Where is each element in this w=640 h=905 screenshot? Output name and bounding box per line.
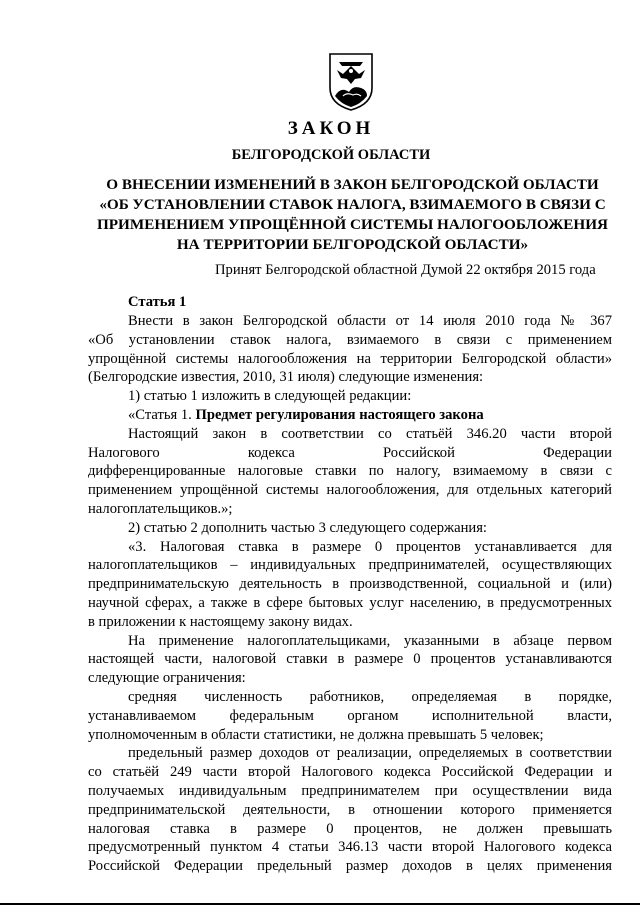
article-title: Статья 1 [128, 294, 187, 310]
adoption-note: Принят Белгородской областной Думой 22 октября 2015 года [215, 262, 596, 278]
text-line: Настоящий закон в соответствии со статьёй 346.20 части второй [128, 425, 612, 442]
text-line: Внести в закон Белгородской области от 14 июля 2010 года № 367 [128, 313, 612, 329]
text-line: «Об установлении ставок налога, взимаемого в связи с применением [88, 331, 612, 348]
text-line: средняя численность работников, определяемая в порядке, [128, 688, 612, 705]
quoted-article-label: «Статья 1. [128, 406, 196, 423]
text-line: налогоплательщиков – индивидуальных предпринимателей, осуществляющих [88, 557, 612, 574]
heading-line: ПРИМЕНЕНИЕМ УПРОЩЁННОЙ СИСТЕМЫ НАЛОГООБЛОЖЕНИЯ [96, 216, 609, 233]
text-line: «3. Налоговая ставка в размере 0 процентов устанавливается для [128, 538, 612, 555]
text-line: научной сферах, а также в сфере бытовых услуг населению, в предусмотренных [88, 594, 612, 611]
text-line: дифференцированные налоговые ставки по налогу, взимаемому в связи с [88, 463, 612, 480]
text-line: Российской Федерации предельный размер доходов в целях применения [88, 858, 612, 875]
text-line: устанавливаемом федеральным органом исполнительной власти, [88, 707, 612, 724]
article-body [88, 312, 612, 876]
text-line: (Белгородские известия, 2010, 31 июля) следующие изменения: [88, 369, 484, 386]
text-line: следующие ограничения: [88, 670, 246, 687]
heading-line: «ОБ УСТАНОВЛЕНИИ СТАВОК НАЛОГА, ВЗИМАЕМОГО В СВЯЗИ С [99, 196, 606, 213]
text-line: налоговая ставка в размере 0 процентов, не должен превышать [88, 820, 612, 837]
heading-line: О ВНЕСЕНИИ ИЗМЕНЕНИЙ В ЗАКОН БЕЛГОРОДСКОЙ ОБЛАСТИ [106, 176, 599, 193]
text-line: 1) статью 1 изложить в следующей редакции: [128, 388, 412, 405]
text-line: 2) статью 2 дополнить частью 3 следующего содержания: [128, 519, 487, 536]
text-line: предпринимательскую деятельность в производственной, социальной и (или) [88, 576, 612, 593]
heading-line: НА ТЕРРИТОРИИ БЕЛГОРОДСКОЙ ОБЛАСТИ» [176, 236, 529, 253]
coat-of-arms-icon [327, 52, 375, 112]
text-line: На применение налогоплательщиками, указанными в абзаце первом [128, 632, 612, 649]
text-line: уполномоченным в области статистики, не должна превышать 5 человек; [88, 726, 544, 743]
text-line: упрощённой системы налогообложения на территории Белгородской области» [88, 350, 612, 367]
quoted-article-heading: Предмет регулирования настоящего закона [195, 406, 484, 423]
text-line: настоящей части, налоговой ставки в размере 0 процентов устанавливаются [88, 651, 612, 668]
text-line: предельный размер доходов от реализации, определяемых в соответствии [128, 745, 612, 762]
text-line: со статьёй 249 части второй Налогового кодекса Российской Федерации и [88, 764, 612, 781]
text-line: применением упрощённой системы налогообложения, для отдельных категорий [88, 482, 612, 499]
text-line [88, 406, 612, 425]
law-heading [95, 175, 610, 255]
text-line: получаемых индивидуальным предпринимателем при осуществлении вида [88, 782, 612, 799]
region-title: БЕЛГОРОДСКОЙ ОБЛАСТИ [231, 147, 431, 163]
law-title: ЗАКОН [287, 118, 375, 139]
text-line: в приложении к настоящему закону видах. [88, 613, 353, 630]
text-line: предусмотренный пунктом 4 статьи 346.13 части второй Налогового кодекса [88, 839, 612, 856]
text-line: налогоплательщиков.»; [88, 500, 233, 517]
text-line: Налогового кодекса Российской Федерации [88, 444, 612, 461]
text-line: предпринимательской деятельности, в отношении которого применяется [88, 801, 612, 818]
